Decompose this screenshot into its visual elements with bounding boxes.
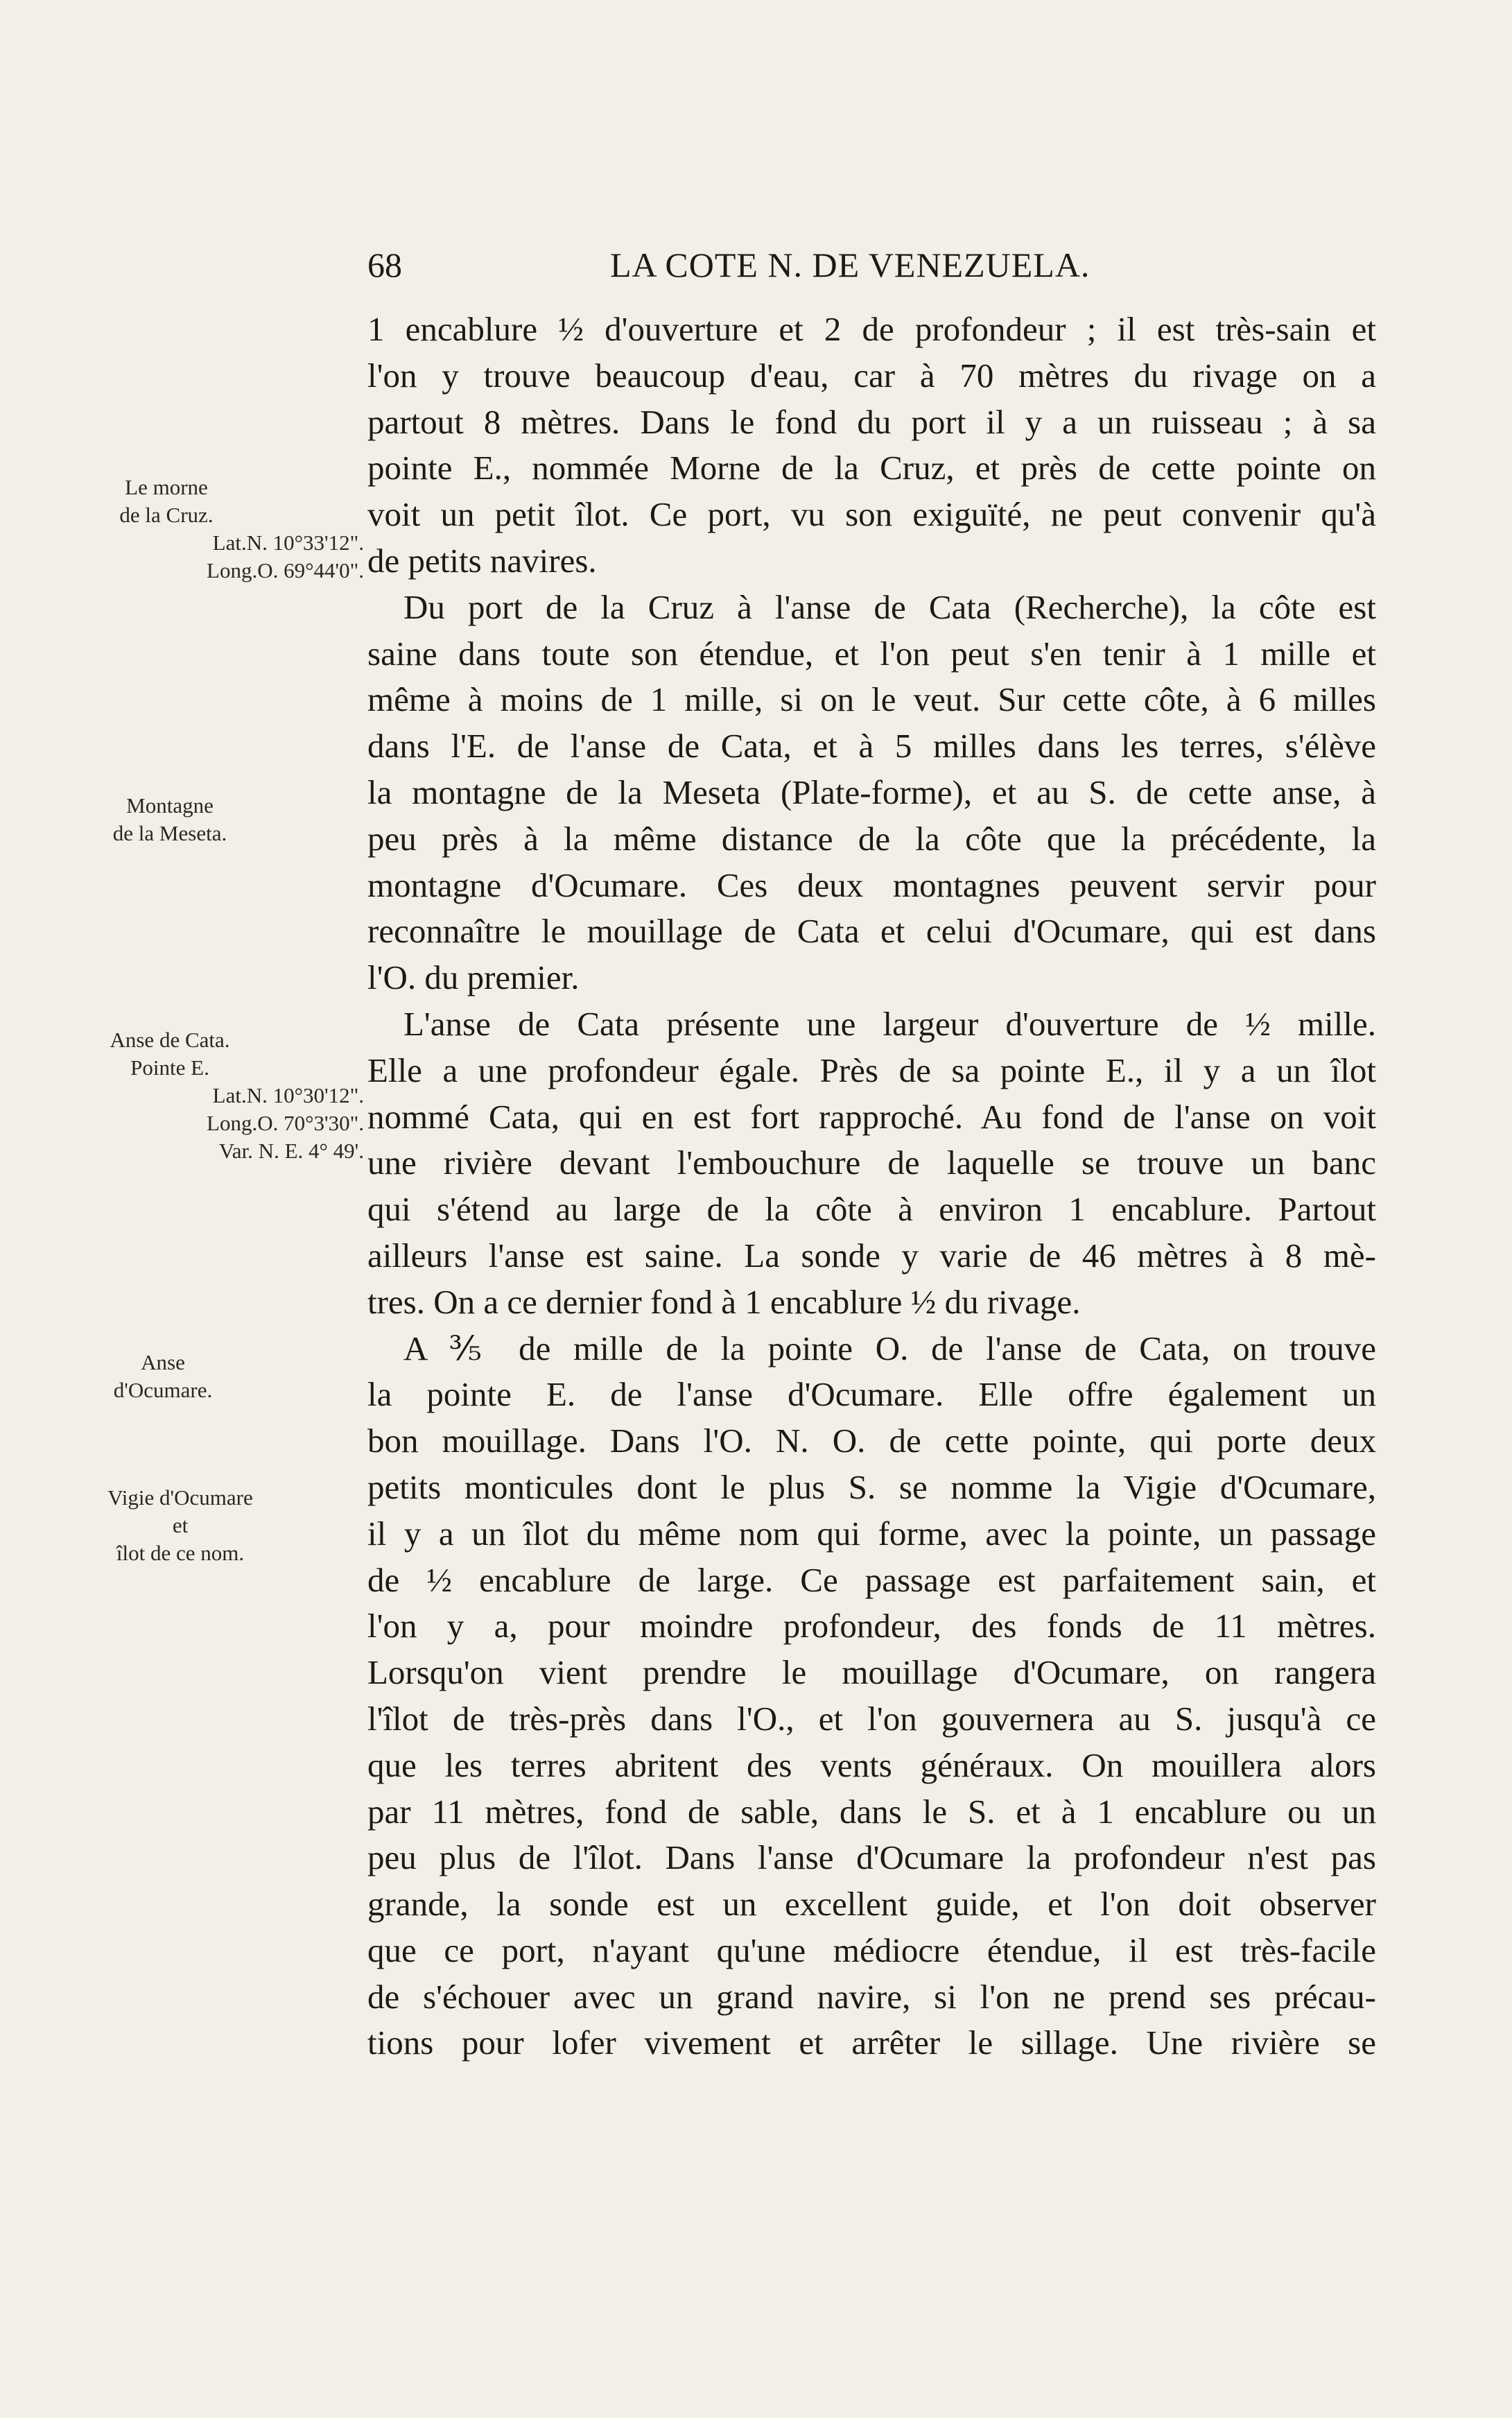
margin-note-line: Montagne — [126, 793, 214, 818]
page-number: 68 — [367, 245, 402, 284]
running-title: LA COTE N. DE VENEZUELA. — [610, 245, 1090, 284]
text-line: pointe E., nommée Morne de la Cruz, et près de cette pointe on — [367, 449, 1376, 487]
text-line: l'on y trouve beaucoup d'eau, car à 70 mètres du rivage on a — [367, 356, 1376, 395]
margin-note-anse-de-cata — [3, 1026, 364, 1165]
text-line: bon mouillage. Dans l'O. N. O. de cette pointe, qui porte deux — [367, 1422, 1376, 1460]
text-line: la pointe E. de l'anse d'Ocumare. Elle offre également un — [367, 1375, 1376, 1414]
text-line: montagne d'Ocumare. Ces deux montagnes peuvent servir pour — [367, 865, 1376, 904]
text-line: petits monticules dont le plus S. se nomme la Vigie d'Ocumare, — [367, 1467, 1376, 1506]
text-line: nommé Cata, qui en est fort rapproché. Au fond de l'anse on voit — [367, 1097, 1376, 1136]
text-line: dans l'E. de l'anse de Cata, et à 5 milles dans les terres, s'élève — [367, 727, 1376, 766]
text-line: l'îlot de très-près dans l'O., et l'on gouvernera au S. jusqu'à ce — [367, 1699, 1376, 1738]
margin-notes — [0, 0, 364, 2418]
margin-note-line: Lat.N. 10°33'12". — [212, 530, 364, 555]
text-line: qui s'étend au large de la côte à environ 1 encablure. Partout — [367, 1190, 1376, 1229]
text-line: que ce port, n'ayant qu'une médiocre étendue, il est très-facile — [367, 1931, 1376, 1969]
text-line: tres. On a ce dernier fond à 1 encablure ½ du rivage. — [367, 1282, 1081, 1321]
margin-note-line: Lat.N. 10°30'12". — [212, 1083, 364, 1107]
text-line: une rivière devant l'embouchure de laquelle se trouve un banc — [367, 1143, 1376, 1182]
text-line: peu plus de l'îlot. Dans l'anse d'Ocumare la profondeur n'est pas — [367, 1838, 1376, 1877]
margin-note-morne-de-la-cruz — [3, 474, 364, 585]
margin-note-line: Vigie d'Ocumare — [107, 1485, 253, 1510]
text-line: Lorsqu'on vient prendre le mouillage d'Ocumare, on rangera — [367, 1653, 1376, 1692]
text-line: Du port de la Cruz à l'anse de Cata (Recherche), la côte est — [403, 587, 1376, 626]
margin-note-line: Le morne — [125, 475, 208, 499]
margin-note-line: Pointe E. — [130, 1055, 209, 1080]
text-line: partout 8 mètres. Dans le fond du port il y a un ruisseau ; à sa — [367, 402, 1376, 441]
text-line: la montagne de la Meseta (Plate-forme), et au S. de cette anse, à — [367, 772, 1376, 811]
text-line: de petits navires. — [367, 541, 597, 580]
margin-note-line: de la Cruz. — [119, 503, 214, 527]
text-line: l'on y a, pour moindre profondeur, des fonds de 11 mètres. — [367, 1607, 1376, 1646]
text-line: 1 encablure ½ d'ouverture et 2 de profondeur ; il est très-sain et — [367, 310, 1376, 348]
text-line: L'anse de Cata présente une largeur d'ouverture de ½ mille. — [403, 1004, 1376, 1043]
margin-note-line: îlot de ce nom. — [116, 1541, 245, 1565]
text-line: ailleurs l'anse est saine. La sonde y varie de 46 mètres à 8 mè- — [367, 1236, 1376, 1275]
text-line: l'O. du premier. — [367, 958, 580, 997]
text-line: que les terres abritent des vents généraux. On mouillera alors — [367, 1745, 1376, 1784]
text-line: Elle a une profondeur égale. Près de sa pointe E., il y a un îlot — [367, 1051, 1376, 1089]
margin-note-line: Var. N. E. 4° 49'. — [218, 1139, 364, 1163]
text-line: grande, la sonde est un excellent guide, et l'on doit observer — [367, 1885, 1376, 1924]
text-line: reconnaître le mouillage de Cata et celui d'Ocumare, qui est dans — [367, 912, 1376, 951]
text-line: tions pour lofer vivement et arrêter le sillage. Une rivière se — [367, 2023, 1376, 2062]
body-text — [367, 306, 1376, 2066]
text-line: il y a un îlot du même nom qui forme, avec la pointe, un passage — [367, 1514, 1376, 1553]
margin-note-line: d'Ocumare. — [113, 1378, 213, 1402]
page-header — [367, 244, 1376, 286]
text-line: voit un petit îlot. Ce port, vu son exiguïté, ne peut convenir qu'à — [367, 495, 1376, 534]
text-line: peu près à la même distance de la côte que la précédente, la — [367, 819, 1376, 858]
margin-note-line: et — [172, 1513, 189, 1537]
margin-note-montagne-meseta — [3, 792, 364, 847]
margin-note-line: Long.O. 70°3'30". — [207, 1111, 364, 1135]
margin-note-line: Anse de Cata. — [110, 1028, 230, 1052]
margin-note-line: Long.O. 69°44'0". — [207, 558, 364, 582]
margin-note-line: Anse — [141, 1350, 185, 1374]
text-line: même à moins de 1 mille, si on le veut. Sur cette côte, à 6 milles — [367, 680, 1376, 719]
text-line: par 11 mètres, fond de sable, dans le S. et à 1 encablure ou un — [367, 1792, 1376, 1831]
margin-note-line: de la Meseta. — [112, 821, 227, 845]
text-line: de ½ encablure de large. Ce passage est parfaitement sain, et — [367, 1560, 1376, 1599]
text-line: de s'échouer avec un grand navire, si l'on ne prend ses précau- — [367, 1977, 1376, 2016]
text-line: A ⅗ de mille de la pointe O. de l'anse de Cata, on trouve — [403, 1329, 1376, 1367]
text-line: saine dans toute son étendue, et l'on peut s'en tenir à 1 mille et — [367, 634, 1376, 673]
margin-note-vigie-ocumare — [3, 1484, 364, 1567]
margin-note-anse-ocumare — [3, 1349, 364, 1404]
